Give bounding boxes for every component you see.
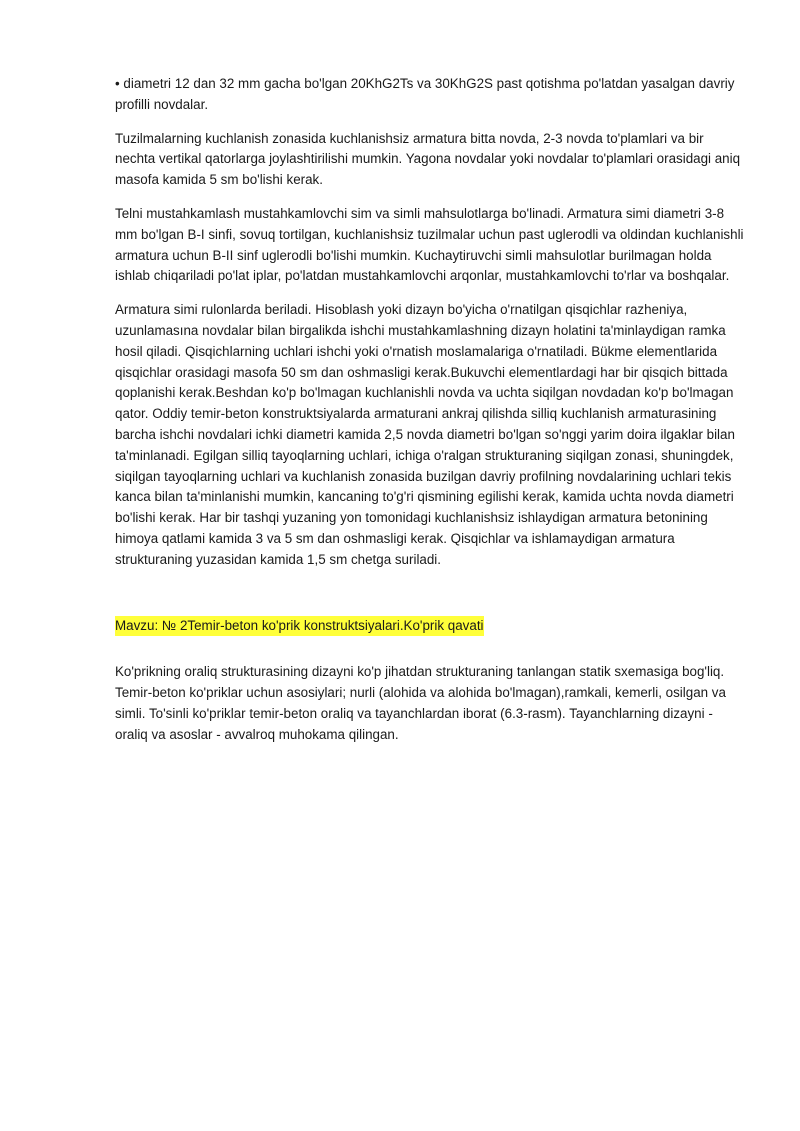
paragraph-wire-reinforcement: Telni mustahkamlash mustahkamlovchi sim va simli mahsulotlarga bo'linadi. Armatura simi diametri 3-8 mm bo'lgan B-I sinfi, sovuq tortilgan, kuchlanishsiz tuzilmalar uchun past uglerodli va oldindan kuchlanishli armatura uchun B-II sinf uglerodli bo'lishi mumkin. Kuchaytiruvchi simli mahsulotlar burilmagan holda ishlab chiqariladi po'lat iplar, po'latdan mustahkamlovchi arqonlar, mustahkamlovchi to'rlar va boshqalar. — [115, 205, 744, 284]
paragraph-wire-coils: Armatura simi rulonlarda beriladi. Hisoblash yoki dizayn bo'yicha o'rnatilgan qisqichlar razheniya, uzunlamasına novdalar bilan birgalikda ishchi mustahkamlashning dizayn holatini ta'minlaydigan ramka hosil qiladi. Qisqichlarning uchlari ishchi yoki o'rnatish moslamalariga o'rnatiladi. Bükme elementlarida qisqichlar orasidagi masofa 50 sm dan oshmasligi kerak.Bukuvchi elementlardagi har bir qisqich bittada qoplanishi kerak.Beshdan ko'p bo'lmagan kuchlanishli novda va uchta siqilgan novdadan ko'p bo'lmagan qator. Oddiy temir-beton konstruktsiyalarda armaturani ankraj qilishda silliq kuchlanish armaturasining barcha ishchi novdalari ichki diametri kamida 2,5 novda diametri bo'lgan so'nggi yarim doira ilgaklar bilan ta'minlanadi. Egilgan silliq tayoqlarning uchlari, ichiga o'ralgan strukturaning siqilgan zonasi, shuningdek, siqilgan tayoqlarning uchlari va kuchlanish zonasida buzilgan davriy profilning novdalarining uchlari tekis kanca bilan ta'minlanishi mumkin, kancaning to'g'ri qismining egilishi kerak, kamida uchta novda diametri bo'lishi kerak. Har bir tashqi yuzaning yon tomonidagi kuchlanishsiz ishlaydigan armatura betonining himoya qatlami kamida 3 va 5 sm dan oshmasligi kerak. Qisqichlar va ishlamaydigan armatura strukturaning yuzasidan kamida 1,5 sm chetga suriladi. — [115, 302, 735, 567]
bullet-paragraph: • diametri 12 dan 32 mm gacha bo'lgan 20KhG2Ts va 30KhG2S past qotishma po'latdan yasalgan davriy profilli novdalar. — [115, 76, 735, 112]
paragraph-tension-zone: Tuzilmalarning kuchlanish zonasida kuchlanishsiz armatura bitta novda, 2-3 novda to'plamlari va bir nechta vertikal qatorlarga joylashtirilishi mumkin. Yagona novdalar yoki novdalar to'plamlari orasidagi aniq masofa kamida 5 sm bo'lishi kerak. — [115, 130, 741, 188]
spacer — [115, 584, 744, 616]
section-heading: Mavzu: № 2Temir-beton ko'prik konstruktsiyalari.Ko'prik qavati — [115, 616, 484, 637]
heading-container — [115, 616, 744, 650]
paragraph-bridge-span: Ko'prikning oraliq strukturasining dizayni ko'p jihatdan strukturaning tanlangan statik sxemasiga bog'liq. Temir-beton ko'priklar uchun asosiylari; nurli (alohida va alohida bo'lmagan),ramkali, kemerli, osilgan va simli. To'sinli ko'priklar temir-beton oraliq va tayanchlardan iborat (6.3-rasm). Tayanchlarning dizayni - oraliq va asoslar - avvalroq muhokama qilingan. — [115, 664, 726, 742]
